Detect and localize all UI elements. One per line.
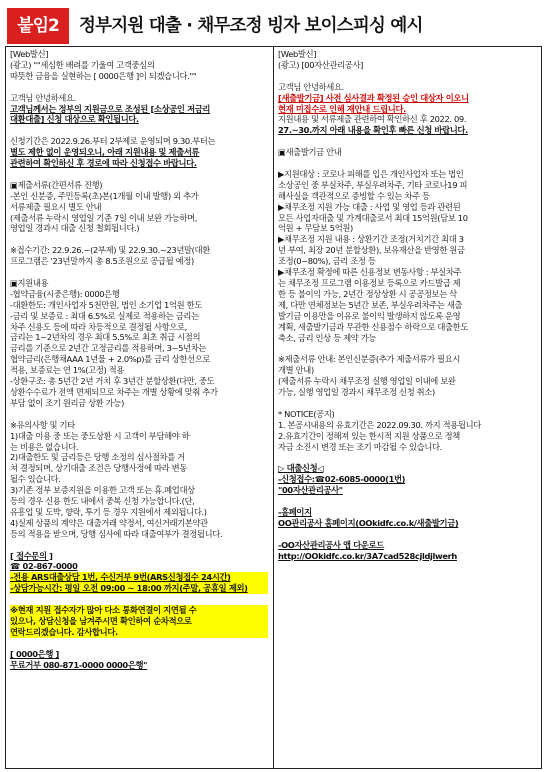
right-message-line: 는 채무조정 프로그램 이용정보 등록으로 카드발급 제 [278, 277, 461, 288]
right-message-line: 해사실을 객관적으로 증빙할 수 있는 차주 등 [278, 190, 430, 201]
left-message-line: -금리 및 보증료 : 최대 6.5%로 실제로 적용하는 금리는 [10, 310, 199, 321]
left-message-line [10, 82, 268, 93]
right-message-line: 27.~30.까지 아래 내용을 확인후 빠른 신청 바랍니다. [278, 125, 468, 136]
left-message-line: 서류제출 필요시 별도 안내 [10, 201, 102, 212]
left-message-line: 부담 없이 조기 원리금 상환 가능) [10, 397, 124, 408]
right-message-line: 지원내용 및 서류제출 관련하여 확인하신 후 2022. 09. [278, 114, 467, 125]
left-message-column [10, 49, 268, 671]
right-message-line: 계획, 새출발기금과 무관한 신용점수 하락으로 대출한도 [278, 321, 469, 332]
right-message-line [278, 496, 534, 507]
right-message-line: ※제출서류 안내: 본인신분증(추가 제출서류가 필요시 [278, 354, 461, 365]
right-message-line: 년 부여, 최장 20년 분할상환), 보유재산을 반영한 원금 [278, 245, 465, 256]
left-message-line: ▣제출서류(간편서류 진행) [10, 179, 103, 190]
right-message-line: 발기금 이용만을 이유로 불이익 발생하지 않도록 운영 [278, 310, 461, 321]
right-message-line [278, 398, 534, 409]
right-message-line [278, 71, 534, 82]
left-message-line: 있으나, 상담신청을 남겨주시면 확인하여 순차적으로 [10, 616, 268, 627]
right-message-line: 조정(0~80%), 금리 조정 등 [278, 256, 376, 267]
right-message-line: ▶지원대상 : 코로나 피해를 입은 개인사업자 또는 법인 [278, 168, 464, 179]
left-message-line: [ 접수문의 ] [10, 550, 53, 561]
right-message-line: 1. 본공시내용의 유효기간은 2022.09.30. 까지 적용됩니다 [278, 419, 481, 430]
left-message-line: 쳐 결정되며, 상기대출 조건은 당행사정에 따라 변동 [10, 463, 187, 474]
right-message-line [278, 343, 534, 354]
left-message-line: 될수 있습니다. [10, 474, 61, 485]
right-message-line: http://OOkidfc.co.kr/3A7cad528cjldjlwerh [278, 550, 457, 561]
left-message-line: 신청기간은 2022.9.26.부터 2부제로 운영되며 9.30.부터는 [10, 136, 216, 147]
right-message-line: -OO자산관리공사 앱 다운로드 [278, 539, 384, 550]
right-message-line [278, 452, 534, 463]
left-message-line: -상환구조: 총 5년간 2년 거치 후 3년간 분할상환(다만, 중도 [10, 376, 215, 387]
right-message-line: ▣새출발기금 안내 [278, 147, 342, 158]
left-message-line [10, 540, 268, 551]
right-message-line: 소상공인 중 부실차주, 부실우려차주, 기타 코로나19 피 [278, 179, 468, 190]
left-message-line: ※현재 지원 접수자가 많아 다소 통화연결이 지연될 수 [10, 605, 268, 616]
column-divider [273, 47, 274, 768]
left-message-line: [Web발신] [10, 49, 49, 59]
left-message-line: 3)기존 정부 보증지원을 이용한 고객 또는 휴.폐업대상 [10, 485, 195, 496]
left-message-line: 는 비용은 없습니다. [10, 441, 79, 452]
left-message-line: 따뜻한 금융을 실현하는 [ 0000은행 ]이 되겠습니다."" [10, 70, 197, 81]
left-message-line: 고객님 안녕하세요. [10, 92, 76, 103]
right-message-line: 고객님 안녕하세요. [278, 81, 344, 92]
page-header [5, 6, 542, 46]
left-message-line: 프로그램은 '23년말까지 총 8.5조원으로 공급될 예정) [10, 256, 194, 267]
right-message-line: 가능, 실행 영업일 경과시 채무조정 신청 취소) [278, 387, 435, 398]
left-message-line [10, 169, 268, 180]
left-message-line: 협약금리(은행채AAA 1년물 + 2.0%p)를 금리 상한선으로 [10, 354, 211, 365]
right-message-line: ▶채무조정 확정에 따른 신용정보 변동사항 : 부실차주 [278, 267, 462, 278]
left-message-line: 관련하여 확인하신 후 경로에 따라 신청접수 바랍니다. [10, 158, 197, 169]
left-message-line: -협약금융(시중은행): 0000은행 [10, 288, 120, 299]
right-message-column [278, 49, 534, 561]
right-message-line: -홈페이지 [278, 506, 312, 517]
right-message-line: 제, 다만 연체정보는 5년간 보존, 부실우려차주는 새출 [278, 299, 463, 310]
right-message-line: (광고) [00자산관리공사] [278, 59, 364, 70]
left-message-line: -전용 ARS대출상담 1번, 수신거부 9번(ARS신청접수 24시간) [10, 572, 268, 583]
left-message-line: 무료거부 080-871-0000 0000은행" [10, 659, 148, 670]
left-message-line: 4)실제 상품의 계약은 대출거래 약정서, 여신거래기본약관 [10, 517, 208, 528]
left-message-line: 등의 경우 신용 한도 내에서 중복 신청 가능합니다.(단, [10, 496, 195, 507]
left-message-line: 연락드리겠습니다. 감사합니다. [10, 627, 268, 638]
left-message-line [10, 234, 268, 245]
left-message-line: 2)대출한도 및 금리등은 당행 소정의 심사절차를 거 [10, 452, 185, 463]
page-title: 정부지원 대출 · 채무조정 빙자 보이스피싱 예시 [79, 16, 423, 36]
right-message-line [278, 158, 534, 169]
right-message-line [278, 136, 534, 147]
left-message-line: 차주 신용도 등에 따라 차등적으로 결정될 사항으로, [10, 321, 187, 332]
left-message-line [10, 638, 268, 649]
right-message-line: -신청접수:☎02-6085-0000(1번) [278, 474, 406, 485]
left-message-line [10, 409, 268, 420]
left-message-line: ※유의사항 및 기타 [10, 419, 75, 430]
right-message-line: 자금 소진시 변경 또는 조기 마감될 수 있습니다. [278, 441, 442, 452]
left-message-line: 별도 제한 없이 운영되오니, 아래 지원내용 및 제출서류 [10, 147, 200, 158]
left-message-line: [ 0000은행 ] [10, 648, 59, 659]
left-message-line: 금리는 1~2년차의 경우 최대 5.5%로 최초 취급 시점의 [10, 332, 201, 343]
right-message-line: 한 등 불이익 가능, 2년간 정상상환 시 공공정보는 삭 [278, 288, 457, 299]
right-message-line: [Web발신] [278, 49, 317, 59]
left-message-line: ☎ 02-867-0000 [10, 561, 78, 572]
right-message-line: OO관리공사 홈페이지(OOkidfc.co.k/새출발기금) [278, 517, 459, 528]
left-message-line: -대환한도: 개인사업자 5천만원, 법인 소기업 1억원 한도 [10, 299, 202, 310]
left-message-line: ▣지원내용 [10, 277, 49, 288]
right-message-line: 개별 안내) [278, 365, 314, 376]
left-message-line: (광고) ""세심한 배려를 기울여 고객중심의 [10, 59, 155, 70]
right-message-line: ▶채무조정 지원 내용 : 상환기간 조정(거치기간 최대 3 [278, 234, 464, 245]
examples-frame [5, 46, 542, 769]
right-message-line: [새출발기금] 사전 심사결과 확정된 승인 대상자 이오니 [278, 92, 469, 103]
left-message-line: 영업일 경과시 대출 신청 철회됩니다.) [10, 223, 140, 234]
left-message-line [10, 267, 268, 278]
left-message-line: 고객님께서는 정부의 지원금으로 조성된 [소상공인 저금리 [10, 103, 211, 114]
left-message-line: 1)대출 이용 중 또는 중도상환 시 고객이 부담해야 하 [10, 430, 190, 441]
left-message-line: ※접수기간: 22.9.26.~(2부제) 및 22.9.30.~23년말(대환 [10, 245, 210, 256]
left-message-line: -상담가능시간: 평일 오전 09:00 ~ 18:00 까지(주말, 공휴일 제외) [10, 583, 268, 594]
right-message-line: 축소, 금리 인상 등 제약 가능 [278, 332, 377, 343]
left-message-line: 유흥업 및 도박, 향락, 투기 등 경우 지원에서 제외됩니다.) [10, 506, 207, 517]
left-message-line: 등의 적용을 받으며, 당행 심사에 따라 대출여부가 결정됩니다. [10, 528, 223, 539]
left-message-line [10, 594, 268, 605]
left-message-line: -본인 신분증, 주민등록(초)본(1개월 이내 발행) 외 추가 [10, 190, 199, 201]
attachment-badge: 붙임2 [7, 8, 69, 44]
left-message-line: 금리를 기준으로 2년간 고정금리를 적용하며, 3~5년차는 [10, 343, 207, 354]
right-message-line: ▷ 대출신청◁ [278, 463, 324, 474]
right-message-line: 2.유효기간이 정해져 있는 한시적 지원 상품으로 정책 [278, 430, 460, 441]
right-message-line: "00자산관리공사" [278, 485, 343, 496]
right-message-line: 모든 사업자대출 및 가계대출로서 최대 15억원(담보 10 [278, 212, 468, 223]
left-message-line [10, 125, 268, 136]
right-message-line: * NOTICE(공지) [278, 408, 335, 419]
left-message-line: 상환수수료가 전액 면제되므로 차주는 개별 상황에 맞춰 추가 [10, 387, 218, 398]
right-message-line: 억원 + 무담보 5억원) [278, 223, 353, 234]
left-message-line: 적용, 보증료는 연 1%(고정) 적용 [10, 365, 124, 376]
right-message-line [278, 529, 534, 540]
right-message-line: (제출서류 누락시 채무조정 실행 영업일 이내에 보완 [278, 376, 456, 387]
right-message-line: 현재 미접수로 인해 재안내 드립니다. [278, 103, 406, 114]
left-message-line: 대환대출] 신청 대상으로 확인됩니다. [10, 114, 139, 125]
left-message-line: (제출서류 누락시 영업일 기준 7일 이내 보완 가능하며, [10, 212, 198, 223]
right-message-line: ▶채무조정 지원 가능 대출 : 사업 및 영업 등과 관련된 [278, 201, 461, 212]
